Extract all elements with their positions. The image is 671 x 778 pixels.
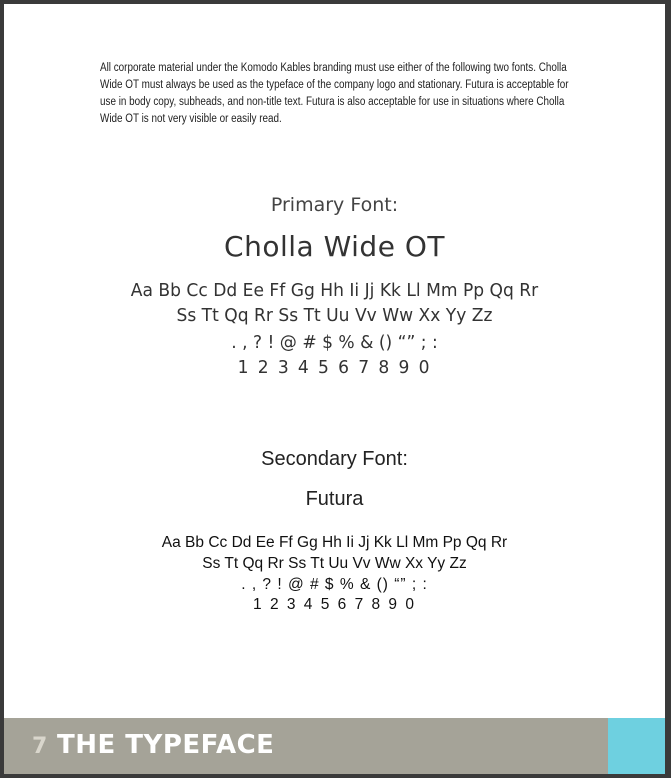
secondary-sample-numbers: 1 2 3 4 5 6 7 8 9 0 — [253, 596, 416, 613]
primary-sample-punctuation: . , ? ! @ # $ % & () “” ; : — [231, 332, 438, 353]
secondary-font-name: Futura — [305, 488, 364, 510]
primary-sample-letters-1: Aa Bb Cc Dd Ee Ff Gg Hh Ii Jj Kk Ll Mm Pp Qq Rr — [130, 280, 539, 301]
primary-font-name: Cholla Wide OT — [224, 230, 445, 263]
page-number: 7 — [32, 734, 48, 759]
document-page — [4, 4, 665, 774]
primary-font-heading: Primary Font: — [270, 194, 399, 216]
secondary-sample-letters-2: Ss Tt Qq Rr Ss Tt Uu Vv Ww Xx Yy Zz — [202, 555, 467, 572]
primary-sample-numbers: 1 2 3 4 5 6 7 8 9 0 — [237, 357, 432, 378]
primary-sample-letters-2: Ss Tt Qq Rr Ss Tt Uu Vv Ww Xx Yy Zz — [176, 305, 493, 326]
footer-accent-block — [608, 718, 665, 774]
secondary-sample-punctuation: . , ? ! @ # $ % & () “” ; : — [241, 576, 428, 593]
intro-paragraph: All corporate material under the Komodo Kables branding must use either of the following two fonts. Cholla Wide OT must always be used as the typeface of the company logo and stationary. Futura is acceptable for use in body copy, subheads, and non-title text. Futura is also acceptable for use in situations where Cholla Wide OT is not very visible or easily read. — [100, 62, 569, 125]
secondary-font-heading: Secondary Font: — [261, 448, 408, 470]
section-title: THE TYPEFACE — [57, 730, 275, 760]
secondary-sample-letters-1: Aa Bb Cc Dd Ee Ff Gg Hh Ii Jj Kk Ll Mm Pp Qq Rr — [161, 534, 508, 551]
